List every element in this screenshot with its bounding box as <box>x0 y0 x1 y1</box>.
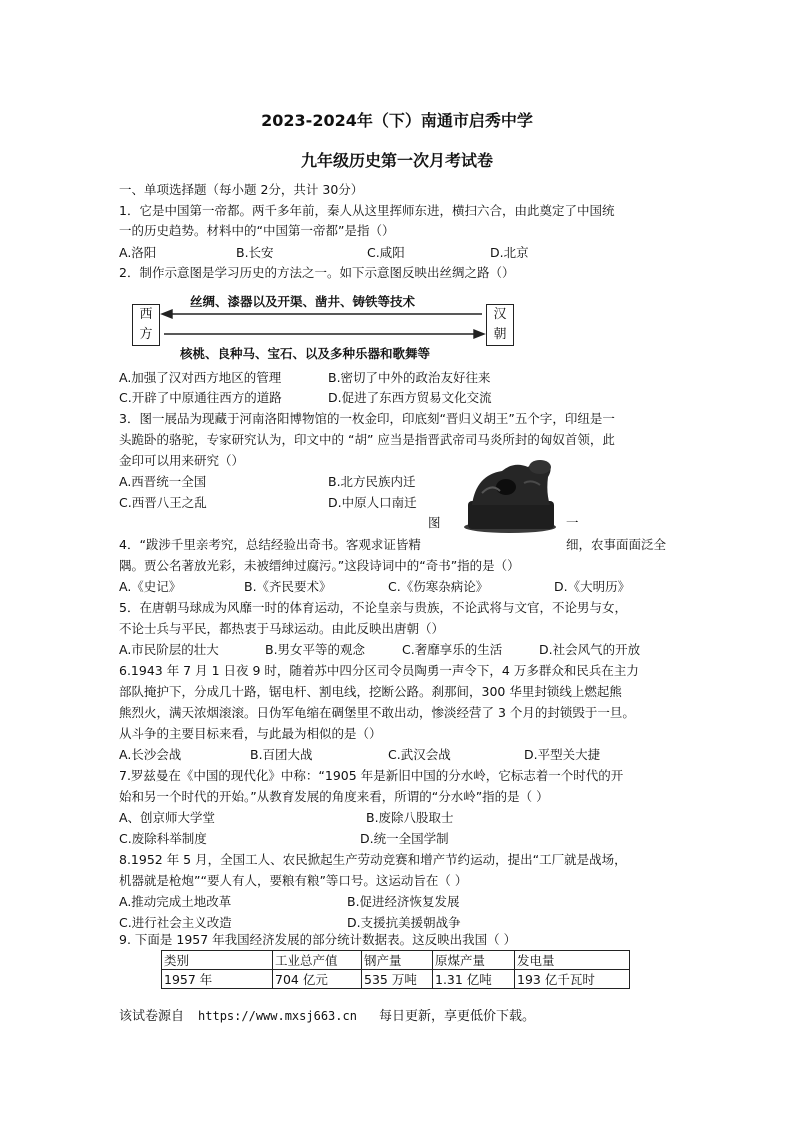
silk-road-diagram <box>132 290 526 362</box>
table-header-cell: 钢产量 <box>362 951 433 970</box>
q4-option-a: A.《史记》 <box>119 579 182 594</box>
q3-option-d: D.中原人口南迁 <box>328 495 417 510</box>
q6-option-a: A.长沙会战 <box>119 747 182 762</box>
q6-line1: 6.1943 年 7 月 1 日夜 9 时，随着苏中四分区司令员陶勇一声令下，4 万多群众和民兵在主力 <box>119 663 639 678</box>
q4-option-c: C.《伤寒杂病论》 <box>388 579 489 594</box>
table-cell: 1957 年 <box>162 970 273 989</box>
arrow-east-to-west-head <box>162 310 172 318</box>
q1-line1: 1．它是中国第一帝都。两千多年前，秦人从这里挥师东进，横扫六合，由此奠定了中国统 <box>119 203 615 218</box>
diagram-box-west-char1: 西 <box>139 307 153 322</box>
table-cell: 1.31 亿吨 <box>433 970 515 989</box>
diagram-bottom-caption: 核桃、良种马、宝石、以及多种乐器和歌舞等 <box>180 346 431 361</box>
q3-option-a: A.西晋统一全国 <box>119 474 207 489</box>
q7-line1: 7.罗兹曼在《中国的现代化》中称：“1905 年是新旧中国的分水岭，它标志着一个时代的开 <box>119 768 624 783</box>
table-header-cell: 原煤产量 <box>433 951 515 970</box>
q7-option-c: C.废除科举制度 <box>119 831 207 846</box>
table-row <box>162 970 630 989</box>
table-cell: 704 亿元 <box>273 970 362 989</box>
q8-line1: 8.1952 年 5 月，全国工人、农民掀起生产劳动竞赛和增产节约运动，提出“工厂就是战场， <box>119 852 627 867</box>
q8-option-a: A.推动完成土地改革 <box>119 894 232 909</box>
q1-option-d: D.北京 <box>490 245 529 260</box>
table-header-row <box>162 951 630 970</box>
q5-option-b: B.男女平等的观念 <box>265 642 366 657</box>
arrow-west-to-east-head <box>474 330 484 338</box>
q8-option-b: B.促进经济恢复发展 <box>347 894 460 909</box>
footer-prefix: 该试卷源自 <box>119 1009 185 1024</box>
table-header-cell: 工业总产值 <box>273 951 362 970</box>
exam-title: 2023-2024年（下）南通市启秀中学 <box>261 111 533 130</box>
footer-url-link[interactable]: https://www.mxsj663.cn <box>198 1009 357 1023</box>
q2-option-c: C.开辟了中原通往西方的道路 <box>119 390 282 405</box>
q4-line2: 隅。贾公名著放光彩，未被缙绅过腐污。”这段诗词中的“奇书”指的是（） <box>119 558 520 573</box>
q2-option-d: D.促进了东西方贸易文化交流 <box>328 390 492 405</box>
q6-line4: 从斗争的主要目标来看，与此最为相似的是（） <box>119 726 382 741</box>
table-header-cell: 类别 <box>162 951 273 970</box>
q3-option-c: C.西晋八王之乱 <box>119 495 207 510</box>
q8-line2: 机器就是枪炮”“要人有人，要粮有粮”等口号。这运动旨在（ ） <box>119 873 468 888</box>
q3-line1: 3．图一展品为现藏于河南洛阳博物馆的一枚金印，印底刻“晋归义胡王”五个字，印纽是一 <box>119 411 615 426</box>
q4-line1-right: 细，农事面面泛全 <box>566 537 667 552</box>
q2-option-a: A.加强了汉对西方地区的管理 <box>119 370 282 385</box>
q7-line2: 始和另一个时代的开始。”从教育发展的角度来看，所谓的“分水岭”指的是（ ） <box>119 789 549 804</box>
q4-option-d: D.《大明历》 <box>554 579 631 594</box>
footer-suffix: 每日更新，享更低价下载。 <box>378 1009 535 1024</box>
q5-line2: 不论士兵与平民，都热衷于马球运动。由此反映出唐朝（） <box>119 621 445 636</box>
q6-option-d: D.平型关大捷 <box>524 747 601 762</box>
q3-option-b: B.北方民族内迁 <box>328 474 416 489</box>
table-cell: 193 亿千瓦时 <box>515 970 630 989</box>
table-header-cell: 发电量 <box>515 951 630 970</box>
q7-option-d: D.统一全国学制 <box>360 831 449 846</box>
q2-option-b: B.密切了中外的政治友好往来 <box>328 370 491 385</box>
camel-seal-image <box>462 453 556 533</box>
footer <box>119 1005 535 1024</box>
exam-subtitle: 九年级历史第一次月考试卷 <box>300 151 493 170</box>
q7-option-a: A、创京师大学堂 <box>119 810 216 825</box>
q9-line1: 9. 下面是 1957 年我国经济发展的部分统计数据表。这反映出我国（ ） <box>119 932 517 947</box>
q1-line2: 一的历史趋势。材料中的“中国第一帝都”是指（） <box>119 223 395 238</box>
q3-line3: 金印可以用来研究（） <box>119 453 245 468</box>
q7-option-b: B.废除八股取士 <box>366 810 454 825</box>
q2-line1: 2．制作示意图是学习历史的方法之一。如下示意图反映出丝绸之路（） <box>119 265 515 280</box>
q3-line2: 头跪卧的骆驼，专家研究认为，印文中的 “胡” 应当是指晋武帝司马炎所封的匈奴首领，此 <box>119 432 615 447</box>
q8-option-c: C.进行社会主义改造 <box>119 915 232 930</box>
q5-option-c: C.奢靡享乐的生活 <box>402 642 503 657</box>
q6-line3: 熊烈火，满天浓烟滚滚。日伪军龟缩在碉堡里不敢出动，惨淡经营了 3 个月的封锁毁于一旦。 <box>119 705 635 720</box>
q1-option-b: B.长安 <box>236 245 274 260</box>
q8-option-d: D.支援抗美援朝战争 <box>347 915 461 930</box>
q5-option-a: A.市民阶层的壮大 <box>119 642 219 657</box>
q1-option-a: A.洛阳 <box>119 245 157 260</box>
table-cell: 535 万吨 <box>362 970 433 989</box>
figure-label-left: 图 <box>428 515 441 530</box>
q6-line2: 部队掩护下，分成几十路，锯电杆、割电线，挖断公路。刹那间，300 华里封锁线上燃起熊 <box>119 684 622 699</box>
diagram-box-han-char1: 汉 <box>493 307 507 322</box>
economy-stats-table <box>161 950 630 989</box>
q4-option-b: B.《齐民要术》 <box>244 579 332 594</box>
diagram-top-caption: 丝绸、漆器以及开渠、凿井、铸铁等技术 <box>190 294 416 309</box>
diagram-box-han-char2: 朝 <box>493 327 507 342</box>
q1-option-c: C.咸阳 <box>367 245 405 260</box>
q5-line1: 5．在唐朝马球成为风靡一时的体育运动，不论皇亲与贵族，不论武将与文官，不论男与女， <box>119 600 627 615</box>
figure-label-right: 一 <box>566 515 579 530</box>
q5-option-d: D.社会风气的开放 <box>539 642 641 657</box>
q6-option-b: B.百团大战 <box>250 747 313 762</box>
q4-line1-left: 4．“跋涉千里亲考究，总结经验出奇书。客观求证皆精 <box>119 537 421 552</box>
diagram-box-west-char2: 方 <box>139 327 153 342</box>
section-heading: 一、单项选择题（每小题 2分，共计 30分） <box>119 182 364 197</box>
q6-option-c: C.武汉会战 <box>388 747 451 762</box>
